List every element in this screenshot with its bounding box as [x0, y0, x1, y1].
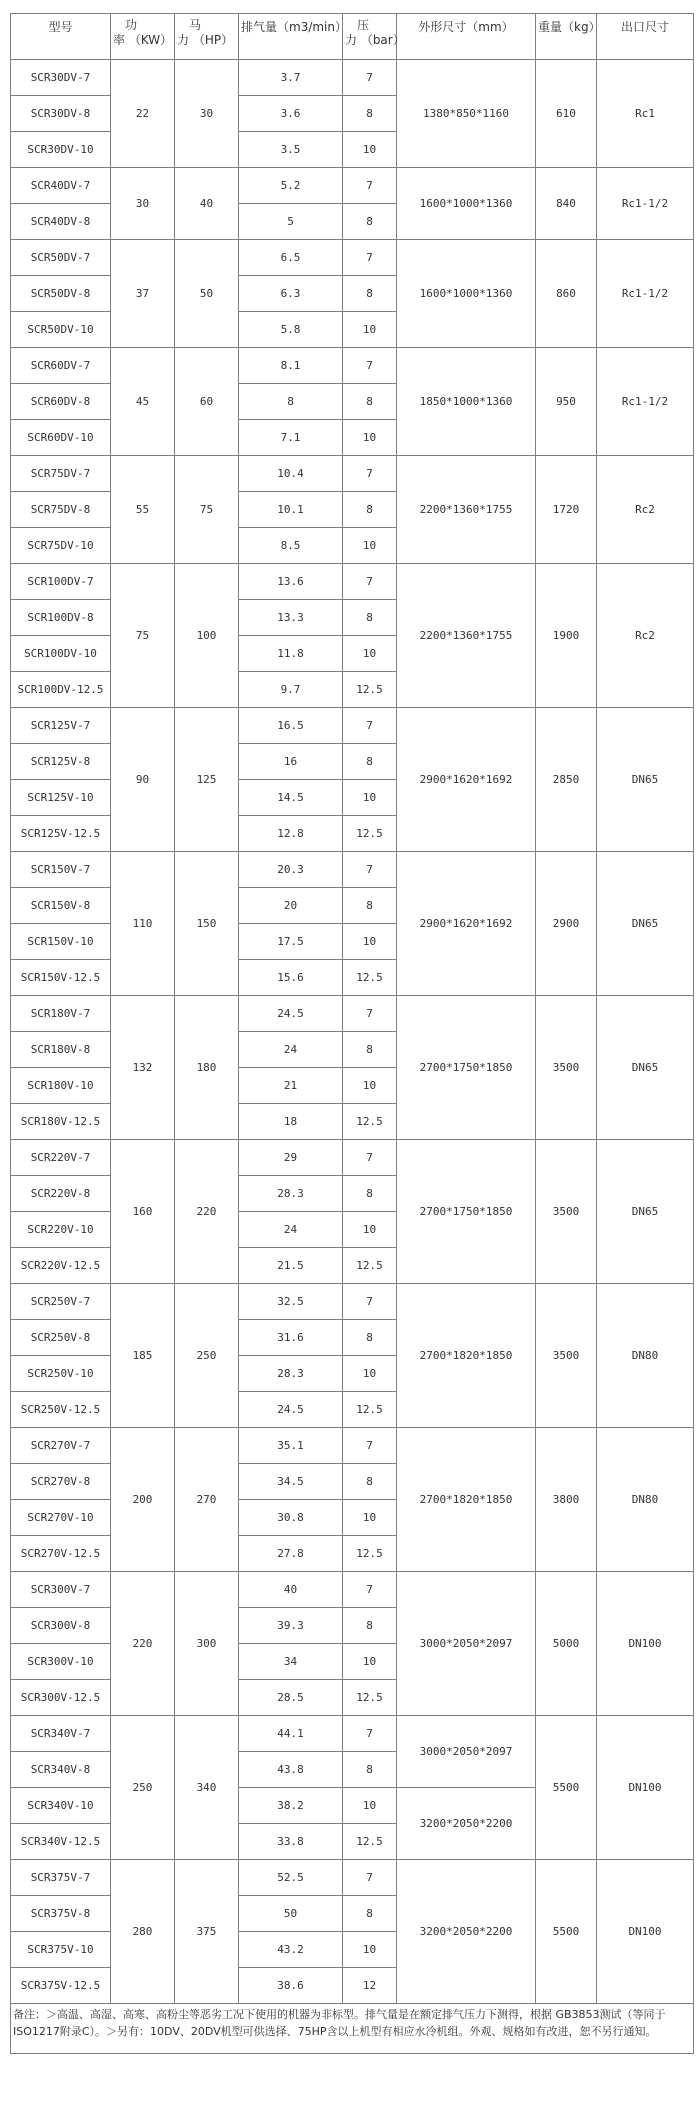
pressure-cell: 7	[343, 1716, 397, 1752]
air-delivery-cell: 32.5	[239, 1284, 343, 1320]
pressure-cell: 8	[343, 888, 397, 924]
pressure-cell: 7	[343, 996, 397, 1032]
horsepower-cell: 220	[175, 1140, 239, 1284]
model-cell: SCR300V-8	[11, 1608, 111, 1644]
air-delivery-cell: 3.6	[239, 96, 343, 132]
model-cell: SCR250V-7	[11, 1284, 111, 1320]
dimension-cell: 2200*1360*1755	[397, 564, 536, 708]
model-cell: SCR60DV-7	[11, 348, 111, 384]
model-cell: SCR340V-10	[11, 1788, 111, 1824]
air-delivery-cell: 38.2	[239, 1788, 343, 1824]
outlet-cell: DN65	[597, 708, 694, 852]
model-cell: SCR100DV-12.5	[11, 672, 111, 708]
horsepower-cell: 60	[175, 348, 239, 456]
pressure-cell: 12.5	[343, 1536, 397, 1572]
power-cell: 160	[111, 1140, 175, 1284]
model-cell: SCR180V-7	[11, 996, 111, 1032]
air-delivery-cell: 15.6	[239, 960, 343, 996]
table-row	[11, 852, 694, 888]
air-delivery-cell: 28.3	[239, 1356, 343, 1392]
air-delivery-cell: 5.2	[239, 168, 343, 204]
weight-cell: 3800	[536, 1428, 597, 1572]
pressure-cell: 7	[343, 852, 397, 888]
pressure-cell: 8	[343, 96, 397, 132]
air-delivery-cell: 30.8	[239, 1500, 343, 1536]
power-cell: 75	[111, 564, 175, 708]
pressure-cell: 12.5	[343, 1824, 397, 1860]
air-delivery-cell: 44.1	[239, 1716, 343, 1752]
model-cell: SCR150V-7	[11, 852, 111, 888]
pressure-cell: 7	[343, 1860, 397, 1896]
horsepower-cell: 270	[175, 1428, 239, 1572]
horsepower-cell: 375	[175, 1860, 239, 2004]
air-delivery-cell: 6.3	[239, 276, 343, 312]
air-delivery-cell: 8.1	[239, 348, 343, 384]
horsepower-cell: 40	[175, 168, 239, 240]
air-delivery-cell: 21.5	[239, 1248, 343, 1284]
header-model: 型号	[11, 14, 111, 60]
pressure-cell: 10	[343, 1500, 397, 1536]
pressure-cell: 12.5	[343, 1248, 397, 1284]
outlet-cell: DN65	[597, 852, 694, 996]
air-delivery-cell: 39.3	[239, 1608, 343, 1644]
weight-cell: 2850	[536, 708, 597, 852]
model-cell: SCR75DV-8	[11, 492, 111, 528]
air-delivery-cell: 5.8	[239, 312, 343, 348]
table-row	[11, 60, 694, 96]
model-cell: SCR375V-12.5	[11, 1968, 111, 2004]
air-delivery-cell: 38.6	[239, 1968, 343, 2004]
horsepower-cell: 125	[175, 708, 239, 852]
pressure-cell: 7	[343, 60, 397, 96]
air-delivery-cell: 11.8	[239, 636, 343, 672]
model-cell: SCR100DV-8	[11, 600, 111, 636]
power-cell: 185	[111, 1284, 175, 1428]
horsepower-cell: 300	[175, 1572, 239, 1716]
air-delivery-cell: 16	[239, 744, 343, 780]
air-delivery-cell: 40	[239, 1572, 343, 1608]
model-cell: SCR40DV-8	[11, 204, 111, 240]
outlet-cell: DN100	[597, 1572, 694, 1716]
model-cell: SCR220V-10	[11, 1212, 111, 1248]
air-delivery-cell: 24	[239, 1212, 343, 1248]
power-cell: 37	[111, 240, 175, 348]
air-delivery-cell: 35.1	[239, 1428, 343, 1464]
pressure-cell: 8	[343, 276, 397, 312]
dimension-cell: 1850*1000*1360	[397, 348, 536, 456]
pressure-cell: 7	[343, 1572, 397, 1608]
model-cell: SCR300V-7	[11, 1572, 111, 1608]
horsepower-cell: 150	[175, 852, 239, 996]
air-delivery-cell: 12.8	[239, 816, 343, 852]
model-cell: SCR125V-10	[11, 780, 111, 816]
air-delivery-cell: 9.7	[239, 672, 343, 708]
weight-cell: 1720	[536, 456, 597, 564]
outlet-cell: Rc2	[597, 456, 694, 564]
table-row	[11, 708, 694, 744]
pressure-cell: 10	[343, 1212, 397, 1248]
air-delivery-cell: 20	[239, 888, 343, 924]
air-delivery-cell: 8	[239, 384, 343, 420]
pressure-cell: 10	[343, 1356, 397, 1392]
air-delivery-cell: 8.5	[239, 528, 343, 564]
model-cell: SCR270V-10	[11, 1500, 111, 1536]
air-delivery-cell: 33.8	[239, 1824, 343, 1860]
pressure-cell: 12.5	[343, 672, 397, 708]
header-dimension: 外形尺寸（mm）	[397, 14, 536, 60]
pressure-cell: 10	[343, 1788, 397, 1824]
dimension-cell: 3000*2050*2097	[397, 1716, 536, 1788]
note-row	[11, 2004, 694, 2054]
power-cell: 110	[111, 852, 175, 996]
pressure-cell: 8	[343, 1896, 397, 1932]
air-delivery-cell: 43.2	[239, 1932, 343, 1968]
air-delivery-cell: 52.5	[239, 1860, 343, 1896]
horsepower-cell: 75	[175, 456, 239, 564]
table-row	[11, 1860, 694, 1896]
model-cell: SCR150V-12.5	[11, 960, 111, 996]
pressure-cell: 12.5	[343, 960, 397, 996]
air-delivery-cell: 17.5	[239, 924, 343, 960]
model-cell: SCR300V-12.5	[11, 1680, 111, 1716]
pressure-cell: 8	[343, 1032, 397, 1068]
header-hp-top: 马	[189, 18, 202, 32]
dimension-cell: 2900*1620*1692	[397, 852, 536, 996]
table-row	[11, 1572, 694, 1608]
header-hp-bottom: 力 （HP）	[177, 33, 234, 47]
table-row	[11, 996, 694, 1032]
model-cell: SCR75DV-7	[11, 456, 111, 492]
weight-cell: 3500	[536, 996, 597, 1140]
outlet-cell: Rc1	[597, 60, 694, 168]
model-cell: SCR270V-7	[11, 1428, 111, 1464]
pressure-cell: 10	[343, 1932, 397, 1968]
air-delivery-cell: 43.8	[239, 1752, 343, 1788]
model-cell: SCR50DV-10	[11, 312, 111, 348]
model-cell: SCR375V-7	[11, 1860, 111, 1896]
model-cell: SCR50DV-8	[11, 276, 111, 312]
model-cell: SCR100DV-10	[11, 636, 111, 672]
air-delivery-cell: 10.4	[239, 456, 343, 492]
air-delivery-cell: 7.1	[239, 420, 343, 456]
model-cell: SCR40DV-7	[11, 168, 111, 204]
pressure-cell: 7	[343, 1284, 397, 1320]
outlet-cell: Rc1-1/2	[597, 168, 694, 240]
pressure-cell: 12.5	[343, 1680, 397, 1716]
weight-cell: 5500	[536, 1860, 597, 2004]
pressure-cell: 10	[343, 924, 397, 960]
dimension-cell: 1380*850*1160	[397, 60, 536, 168]
pressure-cell: 7	[343, 456, 397, 492]
outlet-cell: Rc1-1/2	[597, 240, 694, 348]
pressure-cell: 10	[343, 420, 397, 456]
dimension-cell: 2700*1820*1850	[397, 1428, 536, 1572]
header-power	[111, 14, 175, 60]
pressure-cell: 10	[343, 132, 397, 168]
power-cell: 45	[111, 348, 175, 456]
pressure-cell: 7	[343, 168, 397, 204]
pressure-cell: 10	[343, 1644, 397, 1680]
dimension-cell: 2700*1820*1850	[397, 1284, 536, 1428]
model-cell: SCR250V-8	[11, 1320, 111, 1356]
weight-cell: 3500	[536, 1140, 597, 1284]
pressure-cell: 10	[343, 528, 397, 564]
model-cell: SCR375V-8	[11, 1896, 111, 1932]
header-pressure-bottom: 力 （bar）	[345, 33, 405, 47]
model-cell: SCR220V-8	[11, 1176, 111, 1212]
air-delivery-cell: 50	[239, 1896, 343, 1932]
air-delivery-cell: 18	[239, 1104, 343, 1140]
dimension-cell: 3000*2050*2097	[397, 1572, 536, 1716]
table-row	[11, 348, 694, 384]
pressure-cell: 7	[343, 708, 397, 744]
table-row	[11, 1428, 694, 1464]
header-weight: 重量（kg）	[536, 14, 597, 60]
dimension-cell: 1600*1000*1360	[397, 240, 536, 348]
pressure-cell: 12.5	[343, 1392, 397, 1428]
model-cell: SCR30DV-7	[11, 60, 111, 96]
pressure-cell: 7	[343, 1428, 397, 1464]
pressure-cell: 7	[343, 348, 397, 384]
weight-cell: 1900	[536, 564, 597, 708]
model-cell: SCR340V-8	[11, 1752, 111, 1788]
air-delivery-cell: 20.3	[239, 852, 343, 888]
model-cell: SCR100DV-7	[11, 564, 111, 600]
pressure-cell: 10	[343, 780, 397, 816]
power-cell: 55	[111, 456, 175, 564]
model-cell: SCR180V-10	[11, 1068, 111, 1104]
table-row	[11, 1716, 694, 1752]
air-delivery-cell: 34	[239, 1644, 343, 1680]
horsepower-cell: 100	[175, 564, 239, 708]
pressure-cell: 8	[343, 204, 397, 240]
spec-table	[10, 13, 694, 2054]
weight-cell: 840	[536, 168, 597, 240]
outlet-cell: DN80	[597, 1428, 694, 1572]
table-row	[11, 456, 694, 492]
air-delivery-cell: 6.5	[239, 240, 343, 276]
air-delivery-cell: 16.5	[239, 708, 343, 744]
pressure-cell: 7	[343, 1140, 397, 1176]
dimension-cell: 1600*1000*1360	[397, 168, 536, 240]
table-row	[11, 1284, 694, 1320]
weight-cell: 610	[536, 60, 597, 168]
dimension-cell: 3200*2050*2200	[397, 1860, 536, 2004]
air-delivery-cell: 24.5	[239, 1392, 343, 1428]
outlet-cell: DN65	[597, 1140, 694, 1284]
weight-cell: 5000	[536, 1572, 597, 1716]
dimension-cell: 2700*1750*1850	[397, 1140, 536, 1284]
outlet-cell: Rc2	[597, 564, 694, 708]
weight-cell: 5500	[536, 1716, 597, 1860]
header-horsepower	[175, 14, 239, 60]
air-delivery-cell: 3.5	[239, 132, 343, 168]
outlet-cell: DN65	[597, 996, 694, 1140]
pressure-cell: 8	[343, 1464, 397, 1500]
header-outlet: 出口尺寸	[597, 14, 694, 60]
air-delivery-cell: 31.6	[239, 1320, 343, 1356]
air-delivery-cell: 3.7	[239, 60, 343, 96]
weight-cell: 2900	[536, 852, 597, 996]
pressure-cell: 10	[343, 312, 397, 348]
model-cell: SCR60DV-10	[11, 420, 111, 456]
pressure-cell: 8	[343, 384, 397, 420]
table-row	[11, 240, 694, 276]
header-pressure-top: 压	[357, 18, 370, 32]
air-delivery-cell: 10.1	[239, 492, 343, 528]
horsepower-cell: 180	[175, 996, 239, 1140]
pressure-cell: 7	[343, 240, 397, 276]
pressure-cell: 8	[343, 1320, 397, 1356]
air-delivery-cell: 21	[239, 1068, 343, 1104]
header-power-bottom: 率 （KW）	[113, 33, 173, 47]
air-delivery-cell: 13.3	[239, 600, 343, 636]
model-cell: SCR375V-10	[11, 1932, 111, 1968]
model-cell: SCR340V-7	[11, 1716, 111, 1752]
horsepower-cell: 340	[175, 1716, 239, 1860]
air-delivery-cell: 24.5	[239, 996, 343, 1032]
air-delivery-cell: 5	[239, 204, 343, 240]
model-cell: SCR125V-7	[11, 708, 111, 744]
outlet-cell: DN100	[597, 1860, 694, 2004]
pressure-cell: 8	[343, 492, 397, 528]
power-cell: 220	[111, 1572, 175, 1716]
pressure-cell: 8	[343, 1176, 397, 1212]
power-cell: 250	[111, 1716, 175, 1860]
pressure-cell: 8	[343, 1608, 397, 1644]
model-cell: SCR150V-10	[11, 924, 111, 960]
model-cell: SCR270V-12.5	[11, 1536, 111, 1572]
model-cell: SCR270V-8	[11, 1464, 111, 1500]
header-row	[11, 14, 694, 60]
model-cell: SCR340V-12.5	[11, 1824, 111, 1860]
pressure-cell: 10	[343, 1068, 397, 1104]
header-pressure	[343, 14, 405, 60]
model-cell: SCR30DV-10	[11, 132, 111, 168]
dimension-cell: 2700*1750*1850	[397, 996, 536, 1140]
power-cell: 280	[111, 1860, 175, 2004]
model-cell: SCR50DV-7	[11, 240, 111, 276]
air-delivery-cell: 27.8	[239, 1536, 343, 1572]
table-row	[11, 564, 694, 600]
power-cell: 132	[111, 996, 175, 1140]
model-cell: SCR250V-12.5	[11, 1392, 111, 1428]
air-delivery-cell: 29	[239, 1140, 343, 1176]
model-cell: SCR220V-12.5	[11, 1248, 111, 1284]
pressure-cell: 8	[343, 600, 397, 636]
pressure-cell: 7	[343, 564, 397, 600]
model-cell: SCR125V-12.5	[11, 816, 111, 852]
outlet-cell: Rc1-1/2	[597, 348, 694, 456]
model-cell: SCR60DV-8	[11, 384, 111, 420]
air-delivery-cell: 28.5	[239, 1680, 343, 1716]
table-row	[11, 168, 694, 204]
horsepower-cell: 50	[175, 240, 239, 348]
pressure-cell: 8	[343, 1752, 397, 1788]
air-delivery-cell: 13.6	[239, 564, 343, 600]
model-cell: SCR250V-10	[11, 1356, 111, 1392]
pressure-cell: 12.5	[343, 816, 397, 852]
dimension-cell: 2900*1620*1692	[397, 708, 536, 852]
model-cell: SCR125V-8	[11, 744, 111, 780]
pressure-cell: 12.5	[343, 1104, 397, 1140]
weight-cell: 860	[536, 240, 597, 348]
pressure-cell: 10	[343, 636, 397, 672]
horsepower-cell: 250	[175, 1284, 239, 1428]
air-delivery-cell: 14.5	[239, 780, 343, 816]
header-power-top: 功	[125, 18, 138, 32]
dimension-cell: 2200*1360*1755	[397, 456, 536, 564]
model-cell: SCR30DV-8	[11, 96, 111, 132]
outlet-cell: DN100	[597, 1716, 694, 1860]
model-cell: SCR300V-10	[11, 1644, 111, 1680]
horsepower-cell: 30	[175, 60, 239, 168]
air-delivery-cell: 24	[239, 1032, 343, 1068]
pressure-cell: 12	[343, 1968, 397, 2004]
outlet-cell: DN80	[597, 1284, 694, 1428]
note-text: 备注：＞高温、高湿、高寒、高粉尘等恶劣工况下使用的机器为非标型。排气量是在额定排气压力下测得，根据 GB3853测试（等同于ISO1217附录C）。＞另有：10DV、20DV机型可供选择、75HP含以上机型有相应水冷机组。外观、规格如有改进，恕不另行通知。	[11, 2004, 694, 2054]
air-delivery-cell: 28.3	[239, 1176, 343, 1212]
weight-cell: 3500	[536, 1284, 597, 1428]
model-cell: SCR150V-8	[11, 888, 111, 924]
model-cell: SCR220V-7	[11, 1140, 111, 1176]
model-cell: SCR180V-8	[11, 1032, 111, 1068]
air-delivery-cell: 34.5	[239, 1464, 343, 1500]
model-cell: SCR75DV-10	[11, 528, 111, 564]
power-cell: 90	[111, 708, 175, 852]
header-air-delivery: 排气量（m3/min）	[239, 14, 343, 60]
pressure-cell: 8	[343, 744, 397, 780]
weight-cell: 950	[536, 348, 597, 456]
power-cell: 22	[111, 60, 175, 168]
power-cell: 200	[111, 1428, 175, 1572]
model-cell: SCR180V-12.5	[11, 1104, 111, 1140]
dimension-cell: 3200*2050*2200	[397, 1788, 536, 1860]
power-cell: 30	[111, 168, 175, 240]
table-row	[11, 1140, 694, 1176]
